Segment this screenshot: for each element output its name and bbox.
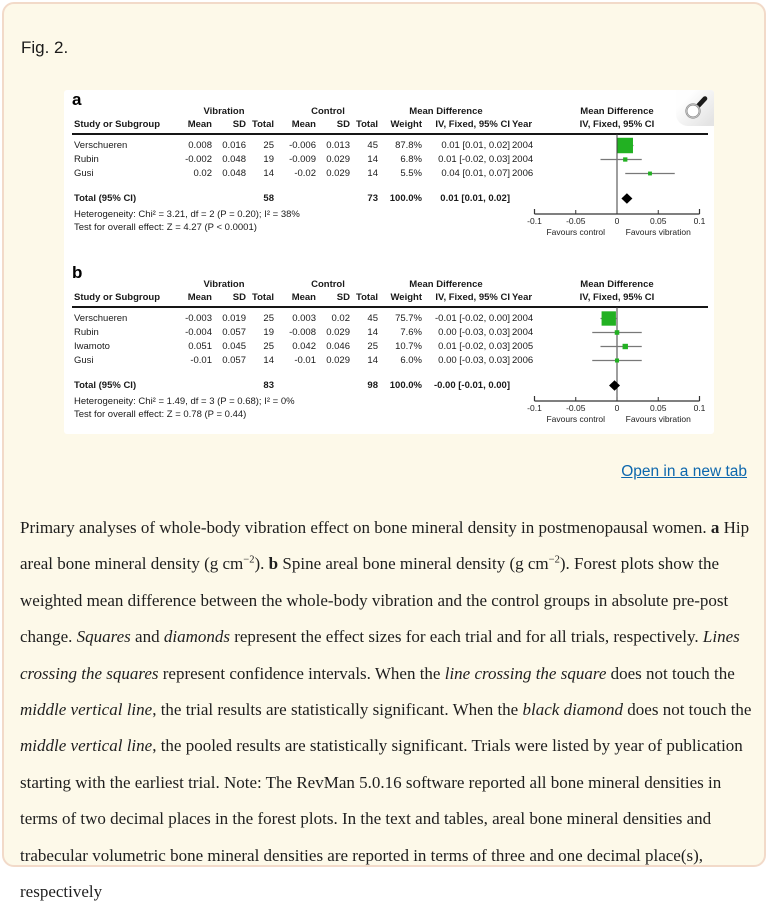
effect-square xyxy=(602,311,616,325)
cell xyxy=(276,193,318,205)
caption-segment: Spine areal bone mineral density (g cm xyxy=(278,554,549,574)
study-row xyxy=(74,327,542,339)
cell: 0.029 xyxy=(326,355,350,366)
group-header-mean-difference: Mean Difference xyxy=(409,106,483,117)
plot-header-ci: IV, Fixed, 95% CI xyxy=(579,292,655,303)
cell: 19 xyxy=(263,154,274,165)
cell-study: Verschueren xyxy=(74,140,128,151)
cell: 14 xyxy=(367,355,378,366)
caption-segment: does not touch the xyxy=(606,663,735,683)
cell: 45 xyxy=(367,313,378,324)
cell: -0.00 [-0.01, 0.00] xyxy=(433,380,510,391)
group-header-vibration: Vibration xyxy=(203,279,245,290)
cell: 0.029 xyxy=(326,154,350,165)
cell: 0.01 [0.01, 0.02] xyxy=(440,193,510,204)
axis-tick-label: -0.1 xyxy=(527,216,542,226)
forest-panel-b xyxy=(72,265,712,433)
cell: 10.7% xyxy=(395,341,422,352)
header-rule xyxy=(72,306,708,308)
caption-segment: −2 xyxy=(548,554,560,566)
caption-segment: represent the effect sizes for each trial and for all trials, respectively. xyxy=(229,627,703,647)
cell: SD xyxy=(232,292,246,303)
cell xyxy=(172,380,214,392)
plot-header-ci: IV, Fixed, 95% CI xyxy=(579,119,655,130)
cell: IV, Fixed, 95% CI xyxy=(435,292,510,303)
cell: 75.7% xyxy=(395,313,422,324)
effect-square xyxy=(615,330,620,335)
effect-square xyxy=(615,358,619,362)
cell-study: Total (95% CI) xyxy=(74,193,137,204)
cell: 0.029 xyxy=(326,327,350,338)
group-header-control: Control xyxy=(311,106,345,117)
cell: 0.02 xyxy=(331,313,350,324)
cell: 0.01 [0.01, 0.02] xyxy=(441,140,510,151)
heterogeneity-line: Heterogeneity: Chi² = 3.21, df = 2 (P = 0.20); I² = 38% xyxy=(74,209,300,220)
cell: SD xyxy=(336,292,350,303)
caption-segment: does not touch the xyxy=(623,700,752,720)
cell xyxy=(318,193,352,205)
study-row xyxy=(74,355,542,367)
cell: Year xyxy=(512,119,533,130)
cell: 0.042 xyxy=(292,341,316,352)
cell: 0.013 xyxy=(326,140,350,151)
axis-tick-label: 0.05 xyxy=(649,216,667,226)
cell: 0.02 xyxy=(193,168,212,179)
cell: -0.003 xyxy=(185,313,212,324)
cell: 19 xyxy=(263,327,274,338)
axis-tick-label: 0 xyxy=(614,403,620,413)
figure-caption xyxy=(20,510,758,910)
cell xyxy=(214,193,248,205)
magnifier-icon xyxy=(682,95,708,121)
cell: 0.00 [-0.03, 0.03] xyxy=(438,355,510,366)
axis-tick-label: 0.1 xyxy=(693,216,706,226)
cell: 0.008 xyxy=(188,140,212,151)
cell xyxy=(276,380,318,392)
overall-effect-line: Test for overall effect: Z = 0.78 (P = 0.44) xyxy=(74,409,247,420)
cell: 2004 xyxy=(512,154,534,165)
heterogeneity-line: Heterogeneity: Chi² = 1.49, df = 3 (P = 0.68); I² = 0% xyxy=(74,396,295,407)
caption-segment: , the trial results are statistically significant. When the xyxy=(152,700,523,720)
cell: 0.045 xyxy=(222,341,246,352)
group-header-vibration: Vibration xyxy=(203,106,245,117)
figure-label: Fig. 2. xyxy=(21,38,69,57)
cell: Mean xyxy=(187,119,212,130)
effect-square xyxy=(618,138,633,153)
cell: 73 xyxy=(367,193,378,204)
cell: -0.002 xyxy=(185,154,212,165)
caption-segment: ). Forest plots show the weighted mean difference between the whole-body vibration and the control groups in absolute pre-post change. xyxy=(20,554,729,647)
cell xyxy=(512,380,542,392)
cell: 0.003 xyxy=(292,313,316,324)
cell-study: Rubin xyxy=(74,154,99,165)
cell: 14 xyxy=(367,154,378,165)
cell: 25 xyxy=(263,341,274,352)
caption-segment: middle vertical line xyxy=(20,736,153,756)
study-row xyxy=(74,168,542,180)
table-group-header-row xyxy=(74,106,542,118)
cell: 2006 xyxy=(512,168,534,179)
cell-study: Study or Subgroup xyxy=(74,292,161,303)
zoom-figure-button[interactable] xyxy=(676,90,714,126)
group-header-mean-difference: Mean Difference xyxy=(409,279,483,290)
pooled-diamond xyxy=(609,380,620,390)
cell: Weight xyxy=(390,292,422,303)
cell: 0.029 xyxy=(326,168,350,179)
cell: Mean xyxy=(291,292,316,303)
cell: Total xyxy=(252,292,274,303)
caption-segment: middle vertical line xyxy=(20,700,153,720)
open-in-new-tab-link[interactable]: Open in a new tab xyxy=(621,463,747,480)
effect-square xyxy=(623,344,628,349)
cell: 2004 xyxy=(512,140,534,151)
caption-segment: Squares xyxy=(76,627,131,647)
cell: 0.00 [-0.03, 0.03] xyxy=(438,327,510,338)
cell: 0.04 [0.01, 0.07] xyxy=(441,168,510,179)
caption-segment: Lines crossing the squares xyxy=(20,627,740,683)
cell: -0.02 xyxy=(294,168,316,179)
favours-right-label: Favours vibration xyxy=(625,227,691,237)
cell: 45 xyxy=(367,140,378,151)
favours-right-label: Favours vibration xyxy=(625,414,691,424)
table-column-header-row xyxy=(74,119,542,131)
caption-segment: , the pooled results are statistically significant. Trials were listed by year of publication starting with the earliest trial. Note: The RevMan 5.0.16 software reported all bone mineral densities in terms of two decimal places in the forest plots. In the text and tables, areal bone mineral densities and trabecular volumetric bone mineral densities are reported in terms of three and one decimal place(s), respectively xyxy=(20,736,743,902)
caption-segment: Primary analyses of whole-body vibration effect on bone mineral density in postmenopausal women. xyxy=(20,518,711,537)
cell: -0.004 xyxy=(185,327,212,338)
cell xyxy=(214,380,248,392)
cell: -0.006 xyxy=(289,140,316,151)
cell: Year xyxy=(512,292,533,303)
caption-segment: and xyxy=(130,627,164,647)
axis-tick-label: -0.05 xyxy=(566,403,586,413)
overall-effect-line: Test for overall effect: Z = 4.27 (P < 0.0001) xyxy=(74,222,257,233)
cell: -0.01 xyxy=(190,355,212,366)
caption-segment: a xyxy=(710,518,720,537)
cell: 2006 xyxy=(512,355,534,366)
cell: 25 xyxy=(263,140,274,151)
effect-square xyxy=(648,172,652,176)
cell: Weight xyxy=(390,119,422,130)
table-column-header-row xyxy=(74,292,542,304)
cell: -0.01 [-0.02, 0.00] xyxy=(435,313,510,324)
effect-square xyxy=(623,157,627,161)
figure-image xyxy=(64,90,714,434)
cell: 87.8% xyxy=(395,140,422,151)
cell: SD xyxy=(336,119,350,130)
favours-left-label: Favours control xyxy=(546,414,606,424)
cell: 7.6% xyxy=(400,327,422,338)
cell: 0.057 xyxy=(222,355,246,366)
cell: Total xyxy=(252,119,274,130)
cell: 83 xyxy=(263,380,274,391)
cell: 0.048 xyxy=(222,154,246,165)
axis-tick-label: 0.05 xyxy=(649,403,667,413)
caption-segment: line crossing the square xyxy=(444,663,607,683)
caption-segment: b xyxy=(268,554,279,574)
caption-segment: ). xyxy=(254,554,269,574)
cell: 2004 xyxy=(512,313,534,324)
figure-page xyxy=(2,2,766,902)
cell-study: Rubin xyxy=(74,327,99,338)
cell: 0.046 xyxy=(326,341,350,352)
caption-segment: represent confidence intervals. When the xyxy=(158,663,445,683)
open-row xyxy=(621,463,747,481)
cell: -0.01 xyxy=(294,355,316,366)
cell: SD xyxy=(232,119,246,130)
cell: 25 xyxy=(263,313,274,324)
cell-study: Verschueren xyxy=(74,313,128,324)
panel-label: b xyxy=(72,263,83,282)
cell: 0.019 xyxy=(222,313,246,324)
plot-header-mean-difference: Mean Difference xyxy=(580,106,654,117)
favours-left-label: Favours control xyxy=(546,227,606,237)
total-row xyxy=(74,380,542,392)
forest-panel-a xyxy=(72,92,712,260)
cell: 2005 xyxy=(512,341,534,352)
axis-tick-label: 0 xyxy=(614,216,620,226)
cell: 0.057 xyxy=(222,327,246,338)
caption-segment: Hip areal bone mineral density (g cm xyxy=(20,518,750,574)
cell xyxy=(512,193,542,205)
cell: 2004 xyxy=(512,327,534,338)
cell: 0.048 xyxy=(222,168,246,179)
caption-segment: diamonds xyxy=(163,627,230,647)
cell: 0.051 xyxy=(188,341,212,352)
panel-label: a xyxy=(72,90,82,109)
study-row xyxy=(74,154,542,166)
axis-tick-label: -0.1 xyxy=(527,403,542,413)
cell: 25 xyxy=(367,341,378,352)
cell-study: Gusi xyxy=(74,355,94,366)
group-header-control: Control xyxy=(311,279,345,290)
header-rule xyxy=(72,133,708,135)
cell: 5.5% xyxy=(400,168,422,179)
total-row xyxy=(74,193,542,205)
plot-header-mean-difference: Mean Difference xyxy=(580,279,654,290)
cell: 14 xyxy=(367,327,378,338)
study-row xyxy=(74,140,542,152)
caption-segment: −2 xyxy=(243,554,255,566)
axis-tick-label: 0.1 xyxy=(693,403,706,413)
table-group-header-row xyxy=(74,279,542,291)
cell: Total xyxy=(356,292,378,303)
cell: 100.0% xyxy=(389,193,422,204)
cell: IV, Fixed, 95% CI xyxy=(435,119,510,130)
cell: 100.0% xyxy=(389,380,422,391)
cell: 6.0% xyxy=(400,355,422,366)
study-row xyxy=(74,341,542,353)
cell: 14 xyxy=(263,168,274,179)
cell: Mean xyxy=(291,119,316,130)
cell-study: Study or Subgroup xyxy=(74,119,161,130)
cell-study: Gusi xyxy=(74,168,94,179)
cell: 98 xyxy=(367,380,378,391)
study-row xyxy=(74,313,542,325)
cell: -0.009 xyxy=(289,154,316,165)
cell: 14 xyxy=(263,355,274,366)
cell xyxy=(318,380,352,392)
cell xyxy=(172,193,214,205)
cell: 58 xyxy=(263,193,274,204)
caption-segment: black diamond xyxy=(522,700,624,720)
cell: 0.01 [-0.02, 0.03] xyxy=(438,341,510,352)
cell: Mean xyxy=(187,292,212,303)
cell: 14 xyxy=(367,168,378,179)
cell-study: Iwamoto xyxy=(74,341,110,352)
cell: 6.8% xyxy=(400,154,422,165)
cell-study: Total (95% CI) xyxy=(74,380,137,391)
cell: 0.016 xyxy=(222,140,246,151)
cell: 0.01 [-0.02, 0.03] xyxy=(438,154,510,165)
cell: Total xyxy=(356,119,378,130)
axis-tick-label: -0.05 xyxy=(566,216,586,226)
cell: -0.008 xyxy=(289,327,316,338)
pooled-diamond xyxy=(621,193,632,203)
